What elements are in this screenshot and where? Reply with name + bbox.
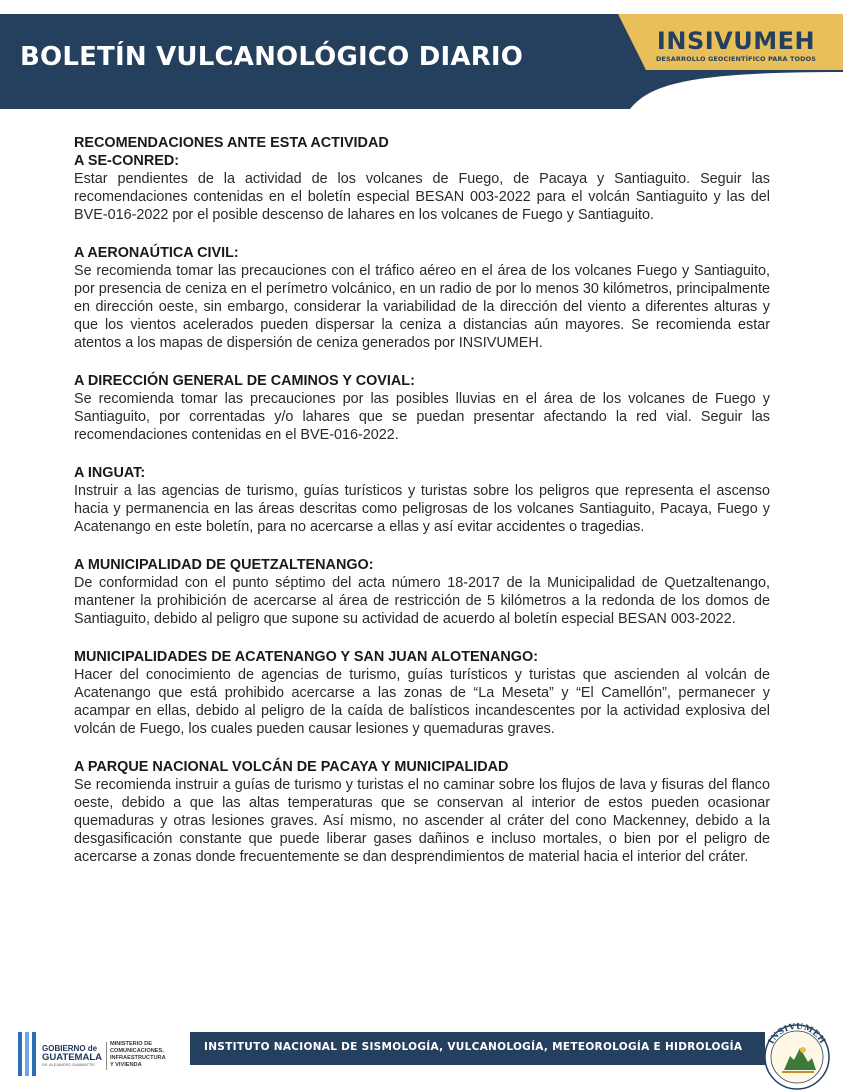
section-quetzaltenango <box>74 556 770 628</box>
section-heading: A AERONAÚTICA CIVIL: <box>74 245 239 261</box>
page-footer <box>0 1018 843 1091</box>
section-body: Se recomienda tomar las precauciones con el tráfico aéreo en el área de los volcanes Fuego y Santiaguito, por presencia de ceniza en el perímetro volcánico, en un radio de por lo menos 30 kilómetros, principalmente en dirección oeste, sin embargo, considerar la variabilidad de la dirección del viento a diferentes alturas y que los vientos acelerados pueden dispersar la ceniza a distancias aún mayores. Se recomienda estar atentos a los mapas de dispersión de ceniza generados por INSIVUMEH. <box>74 263 770 351</box>
ministry-name <box>110 1041 166 1069</box>
gov-name-line1: GOBIERNO de <box>42 1044 98 1053</box>
page-header <box>0 0 843 112</box>
section-body: Estar pendientes de la actividad de los volcanes de Fuego, de Pacaya y Santiaguito. Seguir las recomendaciones contenidas en el boletín especial BESAN 003-2022 para el volcán Santiaguito y las del BVE-016-2022 por el posible descenso de lahares en los volcanes de Fuego y Santiaguito. <box>74 171 770 223</box>
gov-subtitle: DR. ALEJANDRO GIAMMATTEI <box>42 1063 95 1067</box>
section-aeronautica-civil <box>74 244 770 352</box>
institute-name: INSTITUTO NACIONAL DE SISMOLOGÍA, VULCANOLOGÍA, METEOROLOGÍA E HIDROLOGÍA <box>204 1041 743 1053</box>
section-body: Hacer del conocimiento de agencias de turismo, guías turísticos y turistas que ascienden al volcán de Acatenango que está prohibido acercarse a las zonas de “La Meseta” y “El Camellón”, permanecer y acampar en ellas, debido al peligro de la caída de balísticos incandescentes por la actividad explosiva del volcán de Fuego, los cuales pueden causar lesiones y quemaduras graves. <box>74 667 770 737</box>
section-heading: A PARQUE NACIONAL VOLCÁN DE PACAYA Y MUNICIPALIDAD <box>74 759 509 775</box>
section-body: Se recomienda instruir a guías de turismo y turistas el no caminar sobre los flujos de lava y fisuras del flanco oeste, debido a que las altas temperaturas que se conservan al interior de estos pueden ocasionar quemaduras y otras lesiones graves. Así mismo, no ascender al cráter del cono Mackenney, debido a la desgasificación constante que puede liberar gases dañinos e incluso mortales, o bien por el peligro de acercarse a zonas donde frecuentemente se dan desprendimientos de material hacia el interior del cráter. <box>74 777 770 865</box>
recommendations-content <box>74 134 770 886</box>
section-body: De conformidad con el punto séptimo del acta número 18-2017 de la Municipalidad de Quetzaltenango, mantener la prohibición de acercarse al área de restricción de 5 kilómetros a la redonda de los domos de Santiaguito, debido al peligro que supone su actividad de acuerdo al boletín especial BESAN 003-2022. <box>74 575 770 627</box>
bulletin-title: BOLETÍN VULCANOLÓGICO DIARIO <box>20 42 524 72</box>
section-heading: A INGUAT: <box>74 465 146 481</box>
gov-name-line2: GUATEMALA <box>42 1052 102 1063</box>
section-body: Instruir a las agencias de turismo, guías turísticos y turistas sobre los peligros que representa el ascenso hacia y permanencia en las áreas descritas como peligrosas de los volcanes Santiaguito, Pacaya, Fuego y Acatenango en este boletín, para no acercarse a ellas y así evitar accidentes o tragedias. <box>74 483 770 535</box>
seal-text: INSIVUMEH <box>765 1020 829 1046</box>
section-subheading: A SE-CONRED: <box>74 153 179 169</box>
institute-banner <box>190 1032 765 1065</box>
section-caminos-covial <box>74 372 770 444</box>
ministry-line: Y VIVIENDA <box>110 1062 142 1068</box>
insivumeh-brand <box>646 28 826 63</box>
section-heading: MUNICIPALIDADES DE ACATENANGO Y SAN JUAN ALOTENANGO: <box>74 649 538 665</box>
brand-tagline: DESARROLLO GEOCIENTÍFICO PARA TODOS <box>655 55 817 63</box>
brand-name: INSIVUMEH <box>656 27 816 55</box>
government-logo <box>18 1030 188 1080</box>
section-se-conred <box>74 134 770 224</box>
section-body: Se recomienda tomar las precauciones por las posibles lluvias en el área de los volcanes de Fuego y Santiaguito, por correntadas y/o lahares que se puedan presentar afectando la red vial. Seguir las recomendaciones contenidas en el BVE-016-2022. <box>74 391 770 443</box>
gov-name <box>42 1044 102 1062</box>
section-heading: A DIRECCIÓN GENERAL DE CAMINOS Y COVIAL: <box>74 373 415 389</box>
gov-flag-icon <box>18 1032 36 1076</box>
section-heading: RECOMENDACIONES ANTE ESTA ACTIVIDAD <box>74 135 389 151</box>
logo-divider <box>106 1042 107 1070</box>
section-inguat <box>74 464 770 536</box>
ministry-line: MINISTERIO DE <box>110 1041 152 1047</box>
section-heading: A MUNICIPALIDAD DE QUETZALTENANGO: <box>74 557 374 573</box>
ministry-line: COMUNICACIONES, <box>110 1048 164 1054</box>
insivumeh-seal-icon <box>756 1020 838 1090</box>
ministry-line: INFRAESTRUCTURA <box>110 1055 166 1061</box>
section-pacaya <box>74 758 770 866</box>
section-acatenango-alotenango <box>74 648 770 738</box>
